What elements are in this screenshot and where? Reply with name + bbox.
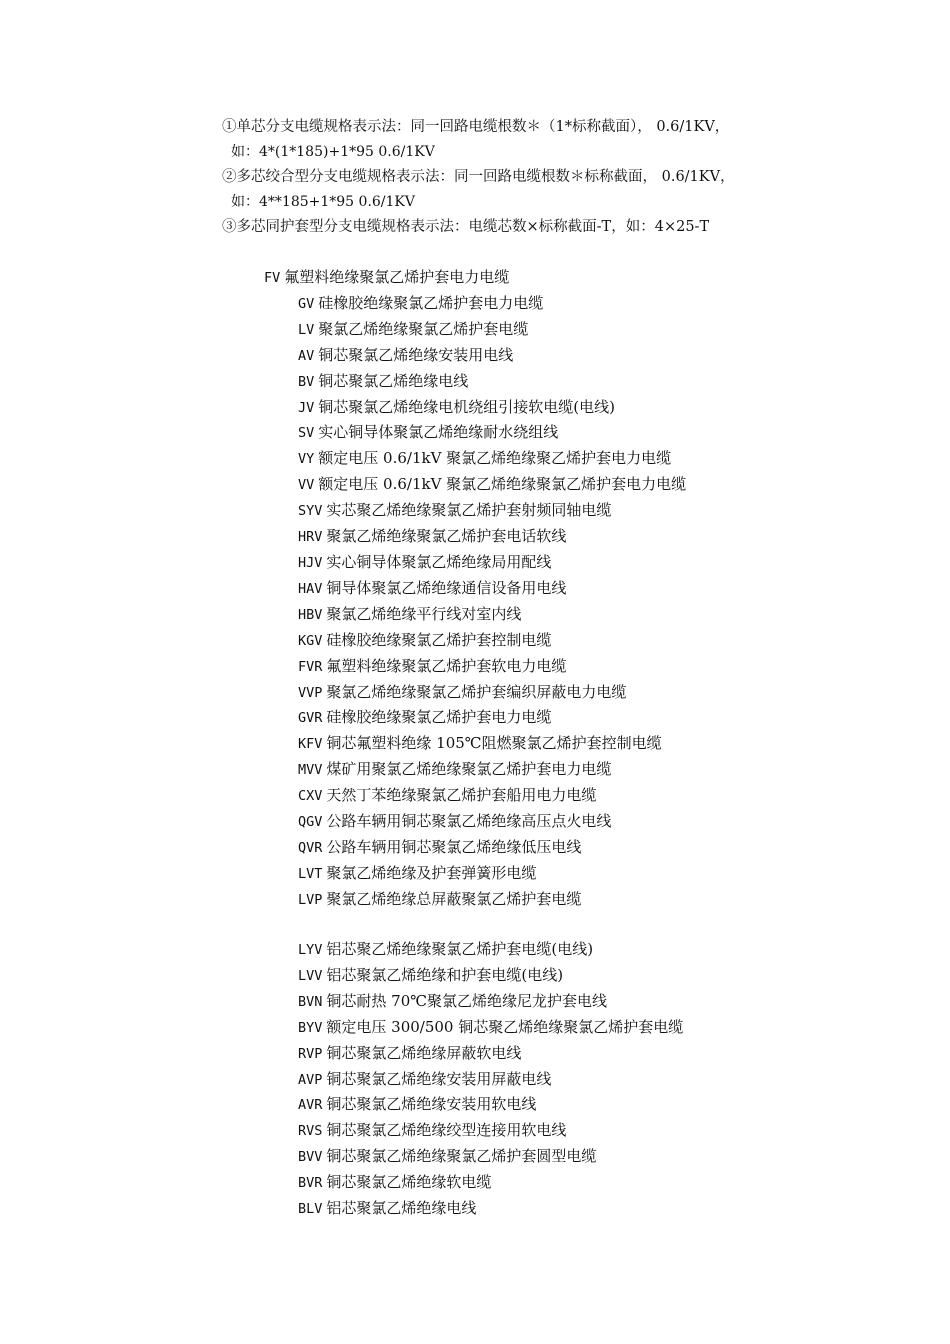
cable-type-item bbox=[264, 317, 864, 343]
cable-type-item bbox=[264, 809, 864, 835]
cable-type-item bbox=[264, 1067, 864, 1093]
cable-code: SYV bbox=[298, 503, 323, 520]
cable-description: 氟塑料绝缘聚氯乙烯护套软电力电缆 bbox=[326, 656, 567, 675]
cable-type-item bbox=[264, 1092, 864, 1118]
cable-description: 铝芯聚氯乙烯绝缘电线 bbox=[326, 1199, 477, 1218]
cable-description: 铜芯聚氯乙烯绝缘软电缆 bbox=[326, 1173, 492, 1192]
cable-type-item bbox=[264, 937, 864, 963]
cable-type-item bbox=[264, 887, 864, 913]
cable-description: 实芯聚乙烯绝缘聚氯乙烯护套射频同轴电缆 bbox=[326, 501, 612, 520]
cable-description: 铜芯耐热 70℃聚氯乙烯绝缘尼龙护套电线 bbox=[326, 991, 608, 1010]
cable-code: LVP bbox=[298, 891, 323, 908]
cable-description: 铜芯聚氯乙烯绝缘安装用屏蔽电线 bbox=[326, 1069, 552, 1088]
cable-code: HJV bbox=[298, 554, 323, 571]
cable-code: RVS bbox=[298, 1123, 323, 1140]
cable-code: MVV bbox=[298, 762, 323, 779]
cable-code: VVP bbox=[298, 684, 323, 701]
cable-code: AVR bbox=[298, 1097, 323, 1114]
cable-type-item bbox=[264, 680, 864, 706]
cable-type-list-1 bbox=[264, 265, 864, 913]
cable-description: 铝芯聚氯乙烯绝缘和护套电缆(电线) bbox=[326, 965, 564, 984]
cable-description: 额定电压 0.6/1kV 聚氯乙烯绝缘聚乙烯护套电力电缆 bbox=[318, 449, 672, 468]
intro-section bbox=[222, 115, 822, 240]
cable-description: 聚氯乙烯绝缘平行线对室内线 bbox=[326, 604, 522, 623]
cable-description: 实心铜导体聚氯乙烯绝缘局用配线 bbox=[326, 552, 552, 571]
cable-description: 氟塑料绝缘聚氯乙烯护套电力电缆 bbox=[284, 268, 510, 286]
cable-code: AVP bbox=[298, 1071, 323, 1088]
intro-line: ①单芯分支电缆规格表示法：同一回路电缆根数＊（1*标称截面）， 0.6/1KV， bbox=[222, 119, 730, 135]
cable-description: 额定电压 0.6/1kV 聚氯乙烯绝缘聚氯乙烯护套电力电缆 bbox=[318, 475, 687, 494]
cable-code: BVR bbox=[298, 1175, 323, 1192]
cable-code: GVR bbox=[298, 710, 323, 727]
cable-code: FVR bbox=[298, 658, 323, 675]
cable-code: QVR bbox=[298, 839, 323, 856]
cable-type-item bbox=[264, 705, 864, 731]
cable-description: 硅橡胶绝缘聚氯乙烯护套电力电缆 bbox=[326, 708, 552, 727]
cable-type-item bbox=[264, 757, 864, 783]
cable-description: 硅橡胶绝缘聚氯乙烯护套控制电缆 bbox=[326, 630, 552, 649]
intro-line: 如：4*(1*185)+1*95 0.6/1KV bbox=[231, 144, 435, 160]
cable-code: BYV bbox=[298, 1019, 323, 1036]
cable-description: 额定电压 300/500 铜芯聚乙烯绝缘聚氯乙烯护套电缆 bbox=[326, 1017, 684, 1036]
cable-type-list-2 bbox=[264, 937, 864, 1222]
cable-code: HBV bbox=[298, 606, 323, 623]
cable-type-item bbox=[264, 576, 864, 602]
cable-code: CXV bbox=[298, 788, 323, 805]
cable-type-item bbox=[264, 265, 864, 291]
intro-line: ③多芯同护套型分支电缆规格表示法：电缆芯数×标称截面-T，如：4×25-T bbox=[222, 219, 710, 235]
cable-code: HRV bbox=[298, 529, 323, 546]
cable-type-item bbox=[264, 731, 864, 757]
cable-code: QGV bbox=[298, 814, 323, 831]
cable-code: KFV bbox=[298, 736, 323, 753]
cable-description: 铜芯氟塑料绝缘 105℃阻燃聚氯乙烯护套控制电缆 bbox=[326, 734, 662, 753]
cable-description: 天然丁苯绝缘聚氯乙烯护套船用电力电缆 bbox=[326, 786, 597, 805]
cable-description: 聚氯乙烯绝缘聚氯乙烯护套电话软线 bbox=[326, 527, 567, 546]
cable-description: 聚氯乙烯绝缘聚氯乙烯护套电缆 bbox=[318, 319, 529, 338]
cable-type-item bbox=[264, 343, 864, 369]
cable-description: 聚氯乙烯绝缘总屏蔽聚氯乙烯护套电缆 bbox=[326, 889, 582, 908]
cable-description: 铜芯聚氯乙烯绝缘屏蔽软电线 bbox=[326, 1043, 522, 1062]
cable-code: SV bbox=[298, 425, 315, 442]
cable-type-item bbox=[264, 472, 864, 498]
cable-code: KGV bbox=[298, 632, 323, 649]
cable-description: 铜芯聚氯乙烯绝缘安装用软电线 bbox=[326, 1095, 537, 1114]
cable-code: VV bbox=[298, 477, 315, 494]
cable-description: 煤矿用聚氯乙烯绝缘聚氯乙烯护套电力电缆 bbox=[326, 760, 612, 779]
cable-type-item bbox=[264, 369, 864, 395]
cable-type-item bbox=[264, 835, 864, 861]
cable-type-item bbox=[264, 861, 864, 887]
cable-type-item bbox=[264, 395, 864, 421]
intro-line: 如：4**185+1*95 0.6/1KV bbox=[231, 194, 415, 210]
cable-code: BLV bbox=[298, 1201, 323, 1218]
cable-code: GV bbox=[298, 295, 315, 312]
cable-code: HAV bbox=[298, 580, 323, 597]
cable-description: 硅橡胶绝缘聚氯乙烯护套电力电缆 bbox=[318, 293, 544, 312]
cable-type-item bbox=[264, 420, 864, 446]
cable-type-item bbox=[264, 783, 864, 809]
cable-type-item bbox=[264, 1196, 864, 1222]
cable-type-item bbox=[264, 1170, 864, 1196]
cable-description: 铜芯聚氯乙烯绝缘电机绕组引接软电缆(电线) bbox=[318, 397, 615, 416]
cable-description: 公路车辆用铜芯聚氯乙烯绝缘低压电线 bbox=[326, 837, 582, 856]
cable-type-item bbox=[264, 524, 864, 550]
cable-type-item bbox=[264, 550, 864, 576]
cable-description: 铜芯聚氯乙烯绝缘绞型连接用软电线 bbox=[326, 1121, 567, 1140]
cable-description: 公路车辆用铜芯聚氯乙烯绝缘高压点火电线 bbox=[326, 812, 612, 831]
cable-type-item bbox=[264, 446, 864, 472]
cable-type-item bbox=[264, 628, 864, 654]
cable-type-item bbox=[264, 989, 864, 1015]
cable-code: LVV bbox=[298, 967, 323, 984]
cable-type-item bbox=[264, 963, 864, 989]
cable-description: 实心铜导体聚氯乙烯绝缘耐水绕组线 bbox=[318, 423, 559, 442]
cable-description: 铜芯聚氯乙烯绝缘电线 bbox=[318, 371, 469, 390]
cable-code: VY bbox=[298, 451, 315, 468]
cable-type-item bbox=[264, 291, 864, 317]
cable-code: BVV bbox=[298, 1149, 323, 1166]
cable-code: FV bbox=[264, 270, 281, 286]
cable-type-item bbox=[264, 602, 864, 628]
cable-code: LV bbox=[298, 321, 315, 338]
cable-code: LYV bbox=[298, 942, 323, 958]
cable-description: 聚氯乙烯绝缘及护套弹簧形电缆 bbox=[326, 863, 537, 882]
cable-type-item bbox=[264, 1118, 864, 1144]
cable-description: 铜导体聚氯乙烯绝缘通信设备用电线 bbox=[326, 578, 567, 597]
cable-code: BVN bbox=[298, 993, 323, 1010]
cable-type-item bbox=[264, 498, 864, 524]
cable-description: 铜芯聚氯乙烯绝缘聚氯乙烯护套圆型电缆 bbox=[326, 1147, 597, 1166]
cable-code: AV bbox=[298, 347, 315, 364]
cable-description: 聚氯乙烯绝缘聚氯乙烯护套编织屏蔽电力电缆 bbox=[326, 682, 627, 701]
cable-description: 铝芯聚乙烯绝缘聚氯乙烯护套电缆(电线) bbox=[326, 940, 594, 958]
cable-code: JV bbox=[298, 399, 315, 416]
cable-type-item bbox=[264, 1144, 864, 1170]
cable-type-item bbox=[264, 1015, 864, 1041]
cable-code: BV bbox=[298, 373, 315, 390]
intro-line: ②多芯绞合型分支电缆规格表示法：同一回路电缆根数＊标称截面， 0.6/1KV， bbox=[222, 169, 735, 185]
cable-type-item bbox=[264, 654, 864, 680]
cable-code: RVP bbox=[298, 1045, 323, 1062]
cable-description: 铜芯聚氯乙烯绝缘安装用电线 bbox=[318, 345, 514, 364]
cable-code: LVT bbox=[298, 865, 323, 882]
cable-type-item bbox=[264, 1041, 864, 1067]
